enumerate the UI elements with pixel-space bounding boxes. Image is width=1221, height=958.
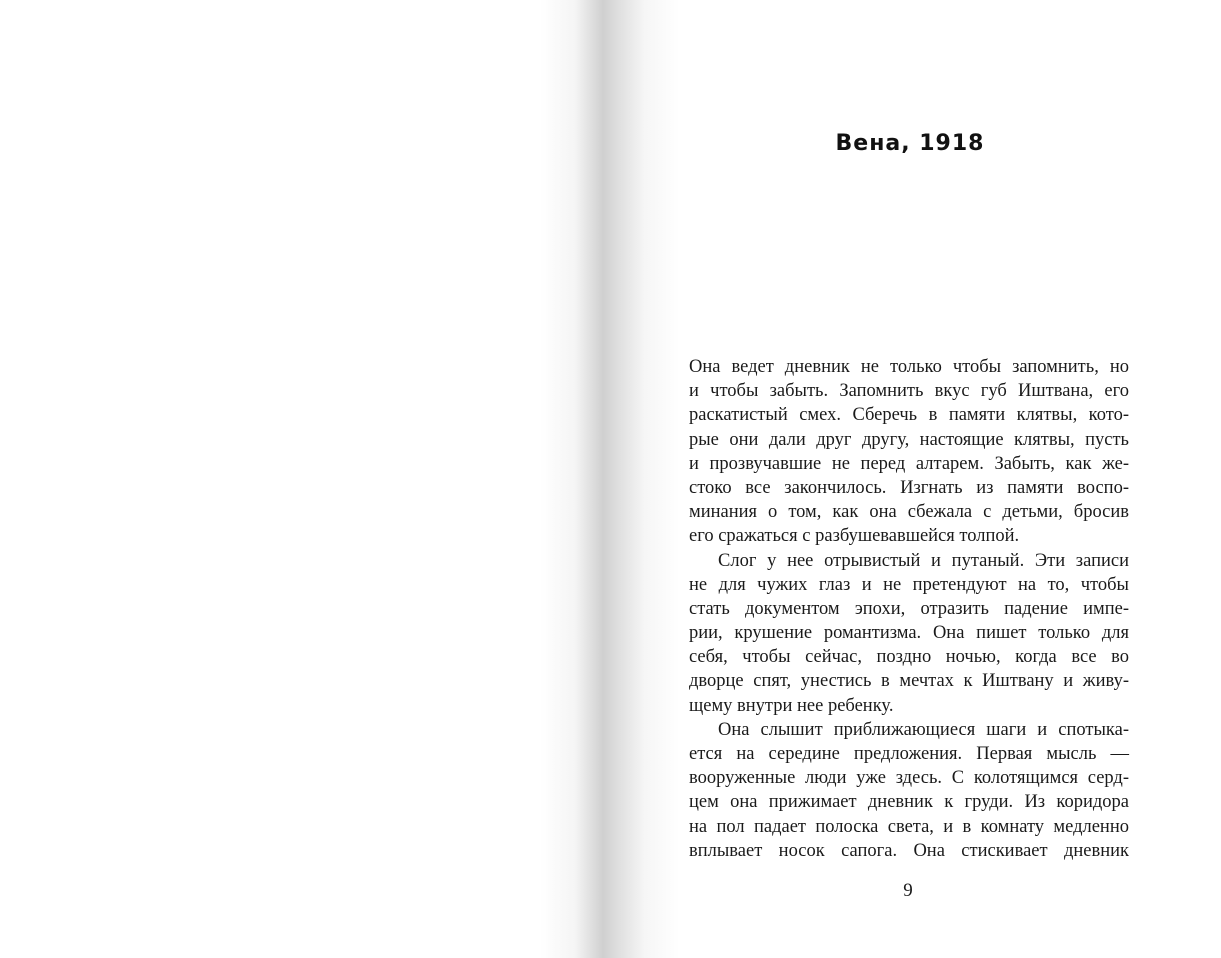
text-line: минания о том, как она сбежала с детьми, бросив	[689, 502, 1129, 523]
text-line: и чтобы забыть. Запомнить вкус губ Иштвана, его	[689, 381, 1129, 402]
text-line: на пол падает полоска света, и в комнату медленно	[689, 816, 1129, 837]
text-line: Она ведет дневник не только чтобы запомнить, но	[689, 357, 1129, 377]
text-line: стоко все закончилось. Изгнать из памяти воспо-	[689, 477, 1129, 498]
text-line: вплывает носок сапога. Она стискивает дневник	[689, 840, 1129, 861]
text-line: его сражаться с разбушевавшейся толпой.	[689, 526, 1020, 547]
text-line: рии, крушение романтизма. Она пишет только для	[689, 623, 1129, 644]
text-line: Слог у нее отрывистый и путаный. Эти записи	[718, 550, 1129, 571]
text-line: ется на середине предложения. Первая мысль —	[689, 744, 1129, 764]
text-line: рые они дали друг другу, настоящие клятвы, пусть	[689, 429, 1129, 450]
chapter-title: Вена, 1918	[835, 131, 985, 156]
text-line: не для чужих глаз и не претендуют на то, чтобы	[689, 574, 1129, 595]
body-text	[689, 355, 1129, 863]
text-line: и прозвучавшие не перед алтарем. Забыть, как же-	[689, 453, 1129, 474]
text-line: стать документом эпохи, отразить падение импе-	[689, 598, 1129, 619]
text-line: себя, чтобы сейчас, поздно ночью, когда все во	[689, 647, 1129, 668]
text-line: раскатистый смех. Сберечь в памяти клятвы, кото-	[689, 405, 1129, 426]
text-line: цем она прижимает дневник к груди. Из коридора	[689, 792, 1129, 813]
page-number: 9	[903, 880, 913, 901]
text-line: Она слышит приближающиеся шаги и спотыка-	[718, 719, 1129, 740]
text-line: дворце спят, унестись в мечтах к Иштвану и живу-	[689, 671, 1129, 692]
left-page-blank	[0, 0, 610, 958]
text-line: вооруженные люди уже здесь. С колотящимся серд-	[689, 768, 1129, 789]
text-line: щему внутри нее ребенку.	[689, 695, 894, 716]
gutter-shadow	[540, 0, 680, 958]
